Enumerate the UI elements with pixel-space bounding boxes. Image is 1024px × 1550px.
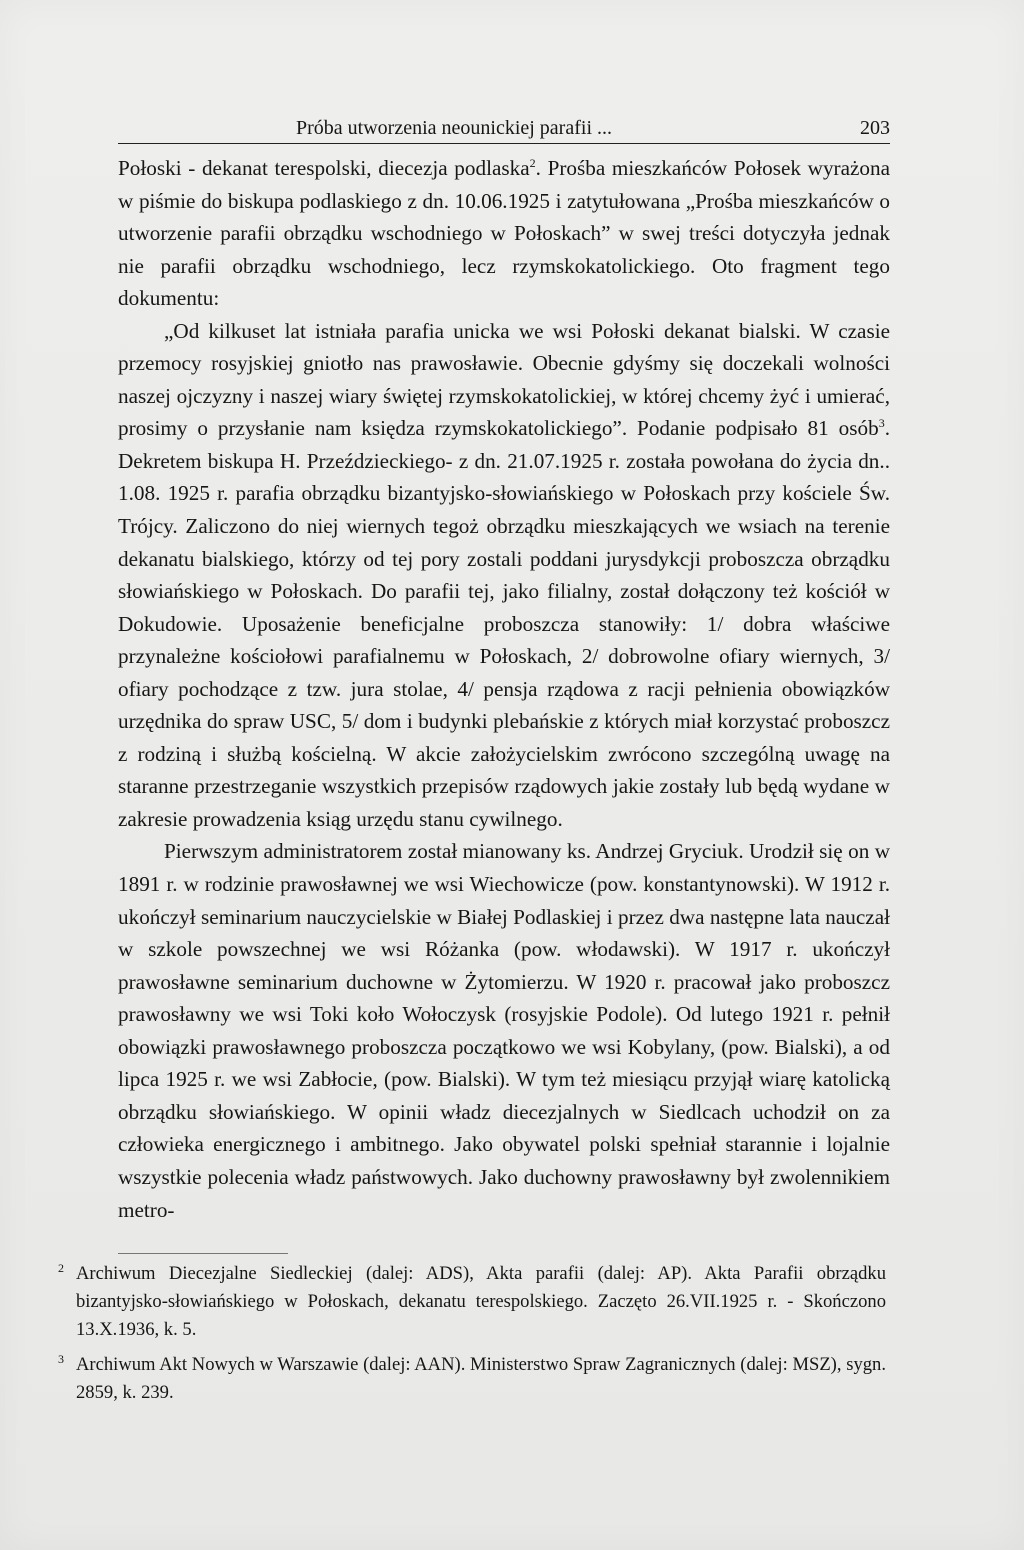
paragraph-quote — [118, 315, 890, 836]
main-text — [118, 152, 890, 1226]
footnote-text: Archiwum Akt Nowych w Warszawie (dalej: AAN). Ministerstwo Spraw Zagranicznych (dalej: MSZ), sygn. 2859, k. 239. — [76, 1353, 886, 1403]
footnote-rule — [118, 1253, 288, 1254]
text-run: . Prośba mieszkańców Połosek wyrażona w piśmie do biskupa podlaskiego z dn. 10.06.1925 i zatytułowana „Prośba mieszkańców o utworzenie parafii obrządku wschodniego w Połoskach” w swej treści dotyczyła jednak nie parafii obrządku wschodniego, lecz rzymskokatolickiego. Oto fragment tego dokumentu: — [118, 156, 890, 311]
text-run: Połoski - dekanat terespolski, diecezja podlaska — [118, 156, 530, 180]
footnote-text: Archiwum Diecezjalne Siedleckiej (dalej: ADS), Akta parafii (dalej: AP). Akta Parafii obrządku bizantyjsko-słowiańskiego w Połoskach, dekanatu terespolskiego. Zaczęto 26.VII.1925 r. - Skończono 13.X.1936, k. 5. — [76, 1263, 886, 1341]
footnote-number: 3 — [58, 1351, 64, 1366]
paragraph-3 — [118, 835, 890, 1226]
footnote-3 — [58, 1351, 886, 1407]
text-run: „Od kilkuset lat istniała parafia unicka we wsi Połoski dekanat bialski. W czasie przemocy rosyjskiej gniotło nas prawosławie. Obecnie gdyśmy się doczekali wolności naszej ojczyzny i naszej wiary świętej rzymskokatolickiej, w której chcemy żyć i umierać, prosimy o przysłanie nam księdza rzymskokatolickiego”. Podanie podpisało 81 osób — [118, 318, 890, 441]
header-rule — [118, 143, 890, 144]
paragraph-1 — [118, 152, 890, 315]
page-number: 203 — [860, 117, 890, 139]
running-header — [118, 117, 890, 149]
text-run: . Dekretem biskupa H. Przeździeckiego- z dn. 21.07.1925 r. została powołana do życia dn.. 1.08. 1925 r. parafia obrządku bizantyjsko-słowiańskiego w Połoskach przy kościele Św. Trójcy. Zaliczono do niej wiernych tegoż obrządku mieszkających we wsiach na terenie dekanatu bialskiego, którzy od tej pory zostali poddani jurysdykcji proboszcza obrządku słowiańskiego w Połoskach. Do parafii tej, jako filialny, został dołączony też kościół w Dokudowie. Uposażenie beneficjalne proboszcza stanowiły: 1/ dobra właściwe przynależne kościołowi parafialnemu w Połoskach, 2/ dobrowolne ofiary wiernych, 3/ ofiary pochodzące z tzw. jura stolae, 4/ pensja rządowa z racji pełnienia obowiązków urzędnika do spraw USC, 5/ dom i budynki plebańskie z których miał korzystać proboszcz z rodziną i służbą kościelną. W akcie założycielskim zwrócono szczególną uwagę na staranne przestrzeganie wszystkich przepisów rządowych jakie zostały lub będą wydane w zakresie prowadzenia ksiąg urzędu stanu cywilnego. — [118, 416, 890, 831]
footnote-number: 2 — [58, 1261, 64, 1275]
footnotes — [58, 1260, 886, 1413]
footnote-ref-3: 3 — [878, 416, 885, 431]
text-run: Pierwszym administratorem został mianowany ks. Andrzej Gryciuk. Urodził się on w 1891 r. w rodzinie prawosławnej we wsi Wiechowicze (pow. konstantynowski). W 1912 r. ukończył seminarium nauczycielskie w Białej Podlaskiej i przez dwa następne lata nauczał w szkole powszechnej we wsi Różanka (pow. włodawski). W 1917 r. ukończył prawosławne seminarium duchowne w Żytomierzu. W 1920 r. pracował jako proboszcz prawosławny we wsi Toki koło Wołoczysk (rosyjskie Podole). Od lutego 1921 r. pełnił obowiązki prawosławnego proboszcza początkowo we wsi Kobylany, (pow. Bialski), a od lipca 1925 r. we wsi Zabłocie, (pow. Bialski). W tym też miesiącu przyjął wiarę katolicką obrządku słowiańskiego. W opinii władz diecezjalnych w Siedlcach uchodził on za człowieka energicznego i ambitnego. Jako obywatel polski spełniał starannie i lojalnie wszystkie polecenia władz państwowych. Jako duchowny prawosławny był zwolennikiem metro- — [118, 839, 890, 1222]
footnote-2 — [58, 1260, 886, 1345]
running-title: Próba utworzenia neounickiej parafii ... — [296, 117, 612, 139]
footnote-ref-2: 2 — [529, 155, 536, 170]
